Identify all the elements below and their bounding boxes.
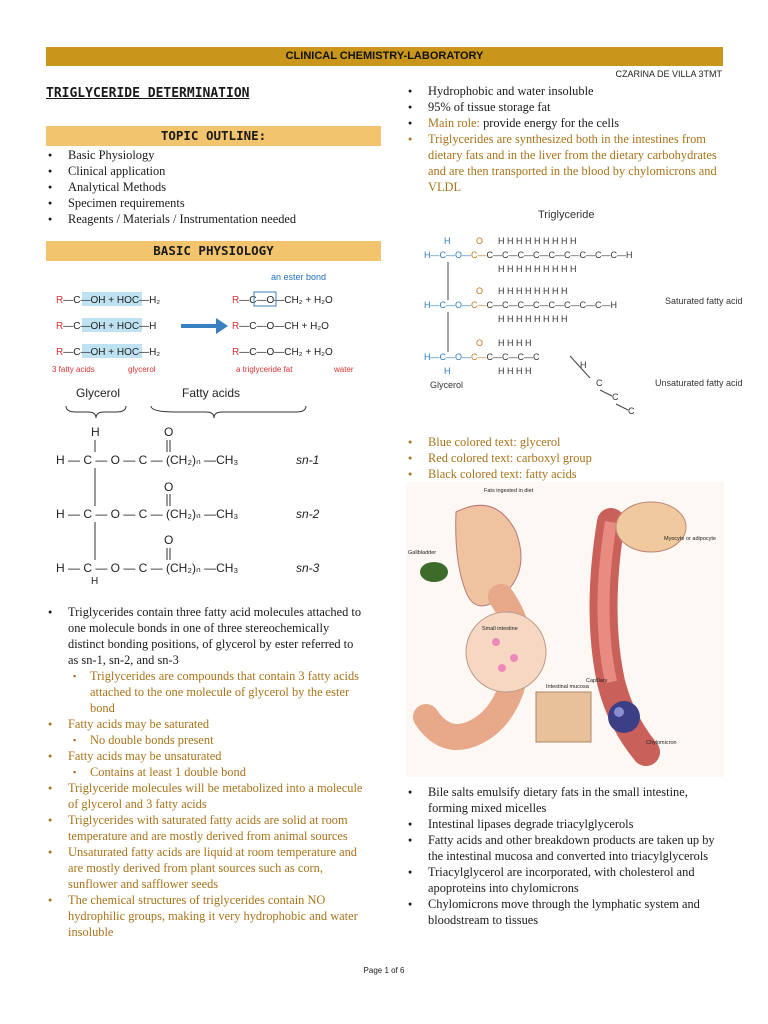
outline-heading: TOPIC OUTLINE: <box>46 126 381 146</box>
glycerol-figure-label: Glycerol <box>430 380 464 390</box>
svg-text:H: H <box>91 425 100 439</box>
author-label: CZARINA DE VILLA 3TMT <box>615 69 722 79</box>
svg-text:H — C — O — C — (CH₂)ₙ: H — C — O — C — (CH₂)ₙ —CH₃ <box>56 561 239 575</box>
list-item: ● Analytical Methods <box>46 179 386 195</box>
gallbladder-label: Gallbladder <box>408 550 437 556</box>
list-item: ▪ Contains at least 1 double bond <box>46 764 366 780</box>
list-item: ● Specimen requirements <box>46 195 386 211</box>
list-item: ● Intestinal lipases degrade triacylglycerols <box>406 816 726 832</box>
fats-ingested-label: Fats ingested in diet <box>484 488 534 494</box>
list-item: ● Blue colored text: glycerol <box>406 434 726 450</box>
svg-text:H: H <box>580 360 587 370</box>
page-number: Page 1 of 6 <box>363 966 405 975</box>
capillary-label: Capillary <box>586 678 608 684</box>
svg-text:H: H <box>444 366 451 376</box>
svg-text:O: O <box>164 425 174 439</box>
svg-text:C: C <box>628 406 635 416</box>
list-item: ● Black colored text: fatty acids <box>406 466 726 482</box>
svg-text:H H H H H H H H: H H H H H H H H <box>498 286 568 296</box>
saturated-label: Saturated fatty acid <box>665 296 743 306</box>
main-role-text: provide energy for the cells <box>479 116 620 130</box>
list-item: ● Triglycerides contain three fatty acid molecules attached to one molecule bonds in one of three stereochemically distinct bonding positions, of glycerol by ester referred to as sn-1, sn-2, and sn-3 <box>46 604 366 668</box>
svg-text:H—C—O—C—C—C—C—C—C—C—C—C—C—H: H—C—O—C—C—C—C—C—C—C—C—C—C—H <box>424 250 633 260</box>
chylomicron-label: Chylomicron <box>646 740 677 746</box>
ester-bond-label: an ester bond <box>271 272 327 282</box>
intestinal-mucosa-label: Intestinal mucosa <box>546 684 589 690</box>
myocyte-label: Myocyte or adipocyte <box>664 536 716 542</box>
svg-text:R—C—O—CH₂ + H₂O: R—C—O—CH₂ + H₂O <box>232 295 333 306</box>
list-item: ▪ No double bonds present <box>46 732 366 748</box>
fatty-acids-label: 3 fatty acids <box>52 365 95 374</box>
list-item: ● Clinical application <box>46 163 386 179</box>
svg-text:O: O <box>476 236 484 246</box>
fat-digestion-illustration <box>406 482 724 777</box>
list-item: ● Reagents / Materials / Instrumentation needed <box>46 211 386 227</box>
svg-text:O: O <box>476 338 484 348</box>
svg-text:H — C — O — C — (CH₂)ₙ: H — C — O — C — (CH₂)ₙ —CH₃ <box>56 453 239 467</box>
tg-figure-title: Triglyceride <box>538 209 595 221</box>
physiology-list <box>46 604 366 940</box>
svg-text:O: O <box>164 533 174 547</box>
water-label: water <box>334 365 354 374</box>
sn2-label: sn-2 <box>296 507 320 521</box>
list-item: ● Basic Physiology <box>46 147 386 163</box>
glycerol-caption: Glycerol <box>76 386 121 400</box>
sn1-label: sn-1 <box>296 453 320 467</box>
list-item: ● Fatty acids may be unsaturated <box>46 748 366 764</box>
svg-text:H: H <box>444 236 451 246</box>
list-item: ▪ Triglycerides are compounds that contain 3 fatty acids attached to the one molecule of glycerol by the ester bond <box>46 668 366 716</box>
sn3-label: sn-3 <box>296 561 320 575</box>
list-item: ● Red colored text: carboxyl group <box>406 450 726 466</box>
fatty-acids-caption: Fatty acids <box>182 386 241 400</box>
page-title: TRIGLYCERIDE DETERMINATION <box>46 86 250 101</box>
svg-text:O: O <box>476 286 484 296</box>
main-role-label: Main role: <box>428 116 480 130</box>
svg-text:H H H H H H H H: H H H H H H H H H <box>498 264 577 274</box>
list-item: ● Triglyceride molecules will be metabolized into a molecule of glycerol and 3 fatty acids <box>46 780 366 812</box>
small-intestine-label: Small intestine <box>482 626 518 632</box>
svg-text:C: C <box>612 392 619 402</box>
header-banner: CLINICAL CHEMISTRY-LABORATORY <box>46 47 723 66</box>
color-legend-list <box>406 434 726 482</box>
svg-text:H—C—O—C—C—C—C—C—C—C—C—C—H: H—C—O—C—C—C—C—C—C—C—C—C—H <box>424 300 617 310</box>
glycerol-structure-figure <box>46 384 386 587</box>
svg-text:H: H <box>91 576 99 587</box>
triglyceride-facts-list <box>406 83 726 195</box>
digestion-steps-list <box>406 784 726 928</box>
outline-list <box>46 147 386 227</box>
svg-text:H — C — O — C — (CH₂)ₙ: H — C — O — C — (CH₂)ₙ —CH₃ <box>56 507 239 521</box>
svg-text:R—C—OH + HOC—H₂: R—C—OH + HOC—H₂ <box>56 347 161 358</box>
svg-text:H H H H: H H H H <box>498 366 532 376</box>
svg-text:H H H H H H H H: H H H H H H H H <box>498 314 568 324</box>
list-item: ● Unsaturated fatty acids are liquid at room temperature and are mostly derived from plant sources such as corn, sunflower and safflower seeds <box>46 844 366 892</box>
list-item: ● Fatty acids may be saturated <box>46 716 366 732</box>
list-item: ● Hydrophobic and water insoluble <box>406 83 726 99</box>
svg-text:R—C—OH + HOC—H: R—C—OH + HOC—H <box>56 321 157 332</box>
svg-text:H—C—O—C—C—C—C—C: H—C—O—C—C—C—C—C <box>424 352 540 362</box>
list-item: ● Triglycerides are synthesized both in the intestines from dietary fats and in the liver from the dietary carbohydrates and are then transported in the blood by chylomicrons and VLDL <box>406 131 726 195</box>
triglyceride-structure-figure <box>420 200 743 430</box>
basic-physiology-heading: BASIC PHYSIOLOGY <box>46 241 381 261</box>
svg-text:R—C—O—CH₂ + H₂O: R—C—O—CH₂ + H₂O <box>232 347 333 358</box>
list-item: ● Bile salts emulsify dietary fats in the small intestine, forming mixed micelles <box>406 784 726 816</box>
list-item <box>406 115 726 131</box>
svg-text:R—C—OH + HOC—H₂: R—C—OH + HOC—H₂ <box>56 295 161 306</box>
list-item: ● Fatty acids and other breakdown products are taken up by the intestinal mucosa and converted into triacylglycerols <box>406 832 726 864</box>
list-item: ● The chemical structures of triglycerides contain NO hydrophilic groups, making it very hydrophobic and water insoluble <box>46 892 366 940</box>
glycerol-label: glycerol <box>128 365 156 374</box>
list-item: ● 95% of tissue storage fat <box>406 99 726 115</box>
list-item: ● Chylomicrons move through the lymphatic system and bloodstream to tissues <box>406 896 726 928</box>
svg-text:C: C <box>596 378 603 388</box>
svg-text:O: O <box>164 480 174 494</box>
list-item: ● Triglycerides with saturated fatty acids are solid at room temperature and are mostly derived from animal sources <box>46 812 366 844</box>
triglyceride-fat-label: a triglyceride fat <box>236 365 293 374</box>
unsaturated-label: Unsaturated fatty acid <box>655 378 743 388</box>
svg-text:H H H H: H H H H <box>498 338 532 348</box>
list-item: ● Triacylglycerol are incorporated, with cholesterol and apoproteins into chylomicrons <box>406 864 726 896</box>
esterification-reaction-figure <box>46 266 386 378</box>
svg-text:H H H H H H H H: H H H H H H H H H <box>498 236 577 246</box>
svg-text:R—C—O—CH + H₂O: R—C—O—CH + H₂O <box>232 321 329 332</box>
